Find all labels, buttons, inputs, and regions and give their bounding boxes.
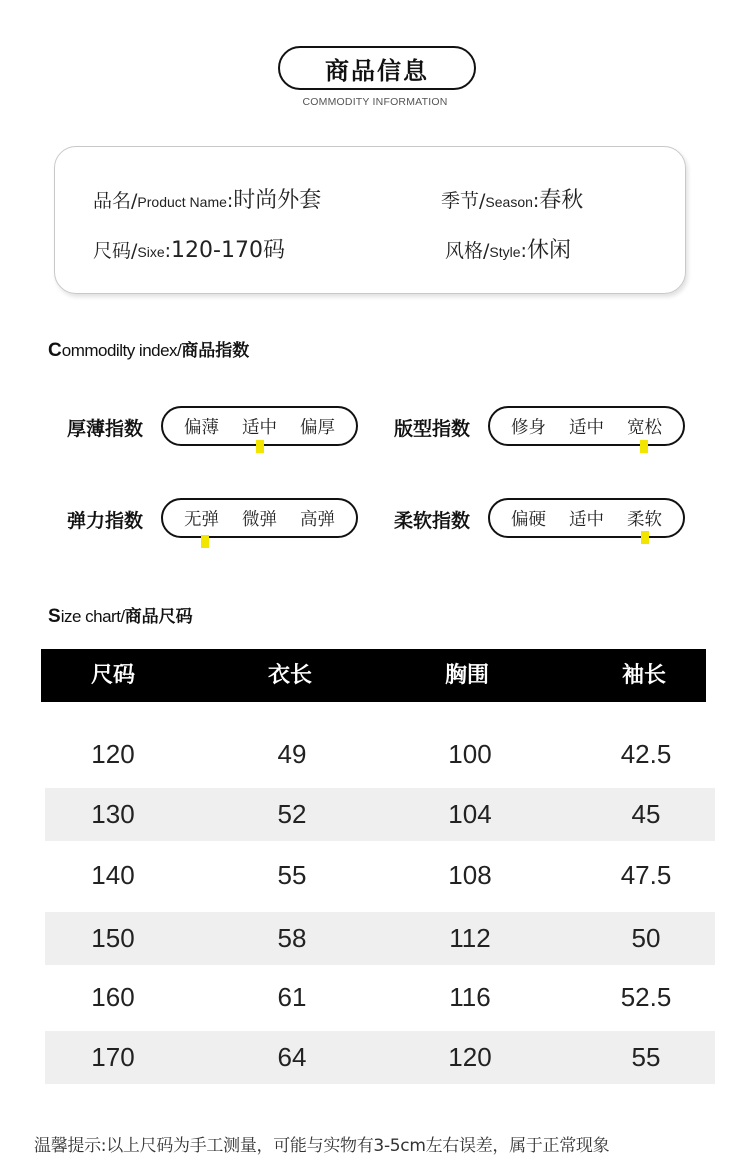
- cell-length: 49: [277, 739, 307, 769]
- cell-chest: 116: [449, 982, 491, 1012]
- info-key-en: Style: [489, 244, 521, 260]
- product-info-box: [54, 146, 686, 294]
- table-row: [45, 912, 715, 965]
- column-header-length: 衣长: [267, 663, 312, 688]
- heading-initial: C: [48, 340, 62, 361]
- info-size: [93, 233, 285, 264]
- info-key-en: Product Name: [137, 194, 227, 210]
- cell-chest: 104: [448, 799, 492, 829]
- size-table-header: [41, 649, 706, 702]
- cell-size: 130: [91, 799, 135, 829]
- info-key: 季节/: [441, 190, 486, 212]
- info-style: [445, 233, 571, 264]
- table-row: [45, 849, 715, 902]
- info-key: 品名/: [93, 190, 138, 212]
- table-row: [45, 728, 715, 781]
- info-sep: :: [164, 240, 172, 262]
- column-header-chest: 胸围: [444, 663, 489, 688]
- index-option: 宽松: [627, 417, 662, 438]
- cell-chest: 120: [448, 1042, 492, 1072]
- info-value: 120-170码: [171, 238, 285, 263]
- cell-length: 52: [277, 799, 307, 829]
- cell-sleeve: 50: [631, 923, 661, 953]
- page-subtitle: COMMODITY INFORMATION: [302, 96, 448, 108]
- elasticity-index-label: 弹力指数: [67, 510, 144, 532]
- index-option: 偏薄: [184, 417, 219, 438]
- cell-size: 160: [91, 982, 135, 1012]
- info-sep: :: [532, 190, 540, 212]
- index-option: 适中: [569, 417, 604, 438]
- index-option: 高弹: [300, 509, 335, 530]
- table-row: [45, 1031, 715, 1084]
- size-chart-heading: [48, 602, 193, 628]
- info-sep: :: [226, 190, 234, 212]
- column-header-sleeve: 袖长: [621, 663, 666, 688]
- info-key-en: Sixe: [137, 244, 165, 260]
- cell-size: 120: [91, 739, 135, 769]
- elasticity-index-marker: [201, 535, 209, 548]
- info-key: 尺码/: [93, 240, 138, 262]
- info-value: 休闲: [526, 238, 571, 263]
- cell-sleeve: 52.5: [620, 982, 672, 1012]
- heading-cn: 商品指数: [181, 341, 250, 361]
- heading-initial: S: [48, 606, 61, 627]
- cell-size: 150: [91, 923, 135, 953]
- info-value: 春秋: [539, 188, 584, 213]
- cell-sleeve: 47.5: [620, 860, 672, 890]
- heading-cn: 商品尺码: [124, 607, 193, 627]
- cell-chest: 108: [448, 860, 492, 890]
- cell-chest: 100: [448, 739, 492, 769]
- cell-length: 55: [277, 860, 307, 890]
- softness-index-marker: [641, 531, 649, 544]
- info-value: 时尚外套: [233, 188, 322, 213]
- heading-en: ommodilty index/: [61, 341, 182, 360]
- fit-index-marker: [640, 440, 648, 453]
- softness-index-label: 柔软指数: [394, 510, 471, 532]
- index-option: 适中: [569, 509, 604, 530]
- index-option: 修身: [511, 417, 546, 438]
- page-title: 商品信息: [325, 56, 429, 85]
- cell-length: 64: [277, 1042, 307, 1072]
- cell-sleeve: 42.5: [620, 739, 672, 769]
- elasticity-index-scale: [161, 498, 358, 538]
- fit-index-label: 版型指数: [394, 418, 471, 440]
- cell-chest: 112: [449, 923, 491, 953]
- cell-length: 61: [277, 982, 307, 1012]
- info-product-name: [93, 183, 321, 214]
- measurement-note: 温馨提示:以上尺码为手工测量，可能与实物有3-5cm左右误差，属于正常现象: [34, 1136, 610, 1156]
- commodity-index-heading: [48, 336, 249, 362]
- fit-index-scale: [488, 406, 685, 446]
- index-option: 微弹: [242, 509, 277, 530]
- info-key: 风格/: [445, 240, 490, 262]
- cell-size: 140: [91, 860, 135, 890]
- section-title-pill: [278, 46, 476, 90]
- cell-sleeve: 55: [631, 1042, 661, 1072]
- thickness-index-marker: [256, 440, 264, 453]
- index-option: 柔软: [627, 509, 662, 530]
- cell-size: 170: [91, 1042, 135, 1072]
- heading-en: ize chart/: [60, 607, 125, 626]
- info-season: [441, 183, 583, 214]
- table-row: [45, 971, 715, 1024]
- table-row: [45, 788, 715, 841]
- index-option: 无弹: [184, 509, 219, 530]
- info-key-en: Season: [485, 194, 533, 210]
- column-header-size: 尺码: [90, 663, 135, 688]
- softness-index-scale: [488, 498, 685, 538]
- thickness-index-label: 厚薄指数: [67, 418, 144, 440]
- index-option: 适中: [242, 417, 277, 438]
- index-option: 偏硬: [511, 509, 546, 530]
- index-option: 偏厚: [300, 417, 335, 438]
- cell-length: 58: [277, 923, 307, 953]
- cell-sleeve: 45: [631, 799, 661, 829]
- info-sep: :: [520, 240, 527, 262]
